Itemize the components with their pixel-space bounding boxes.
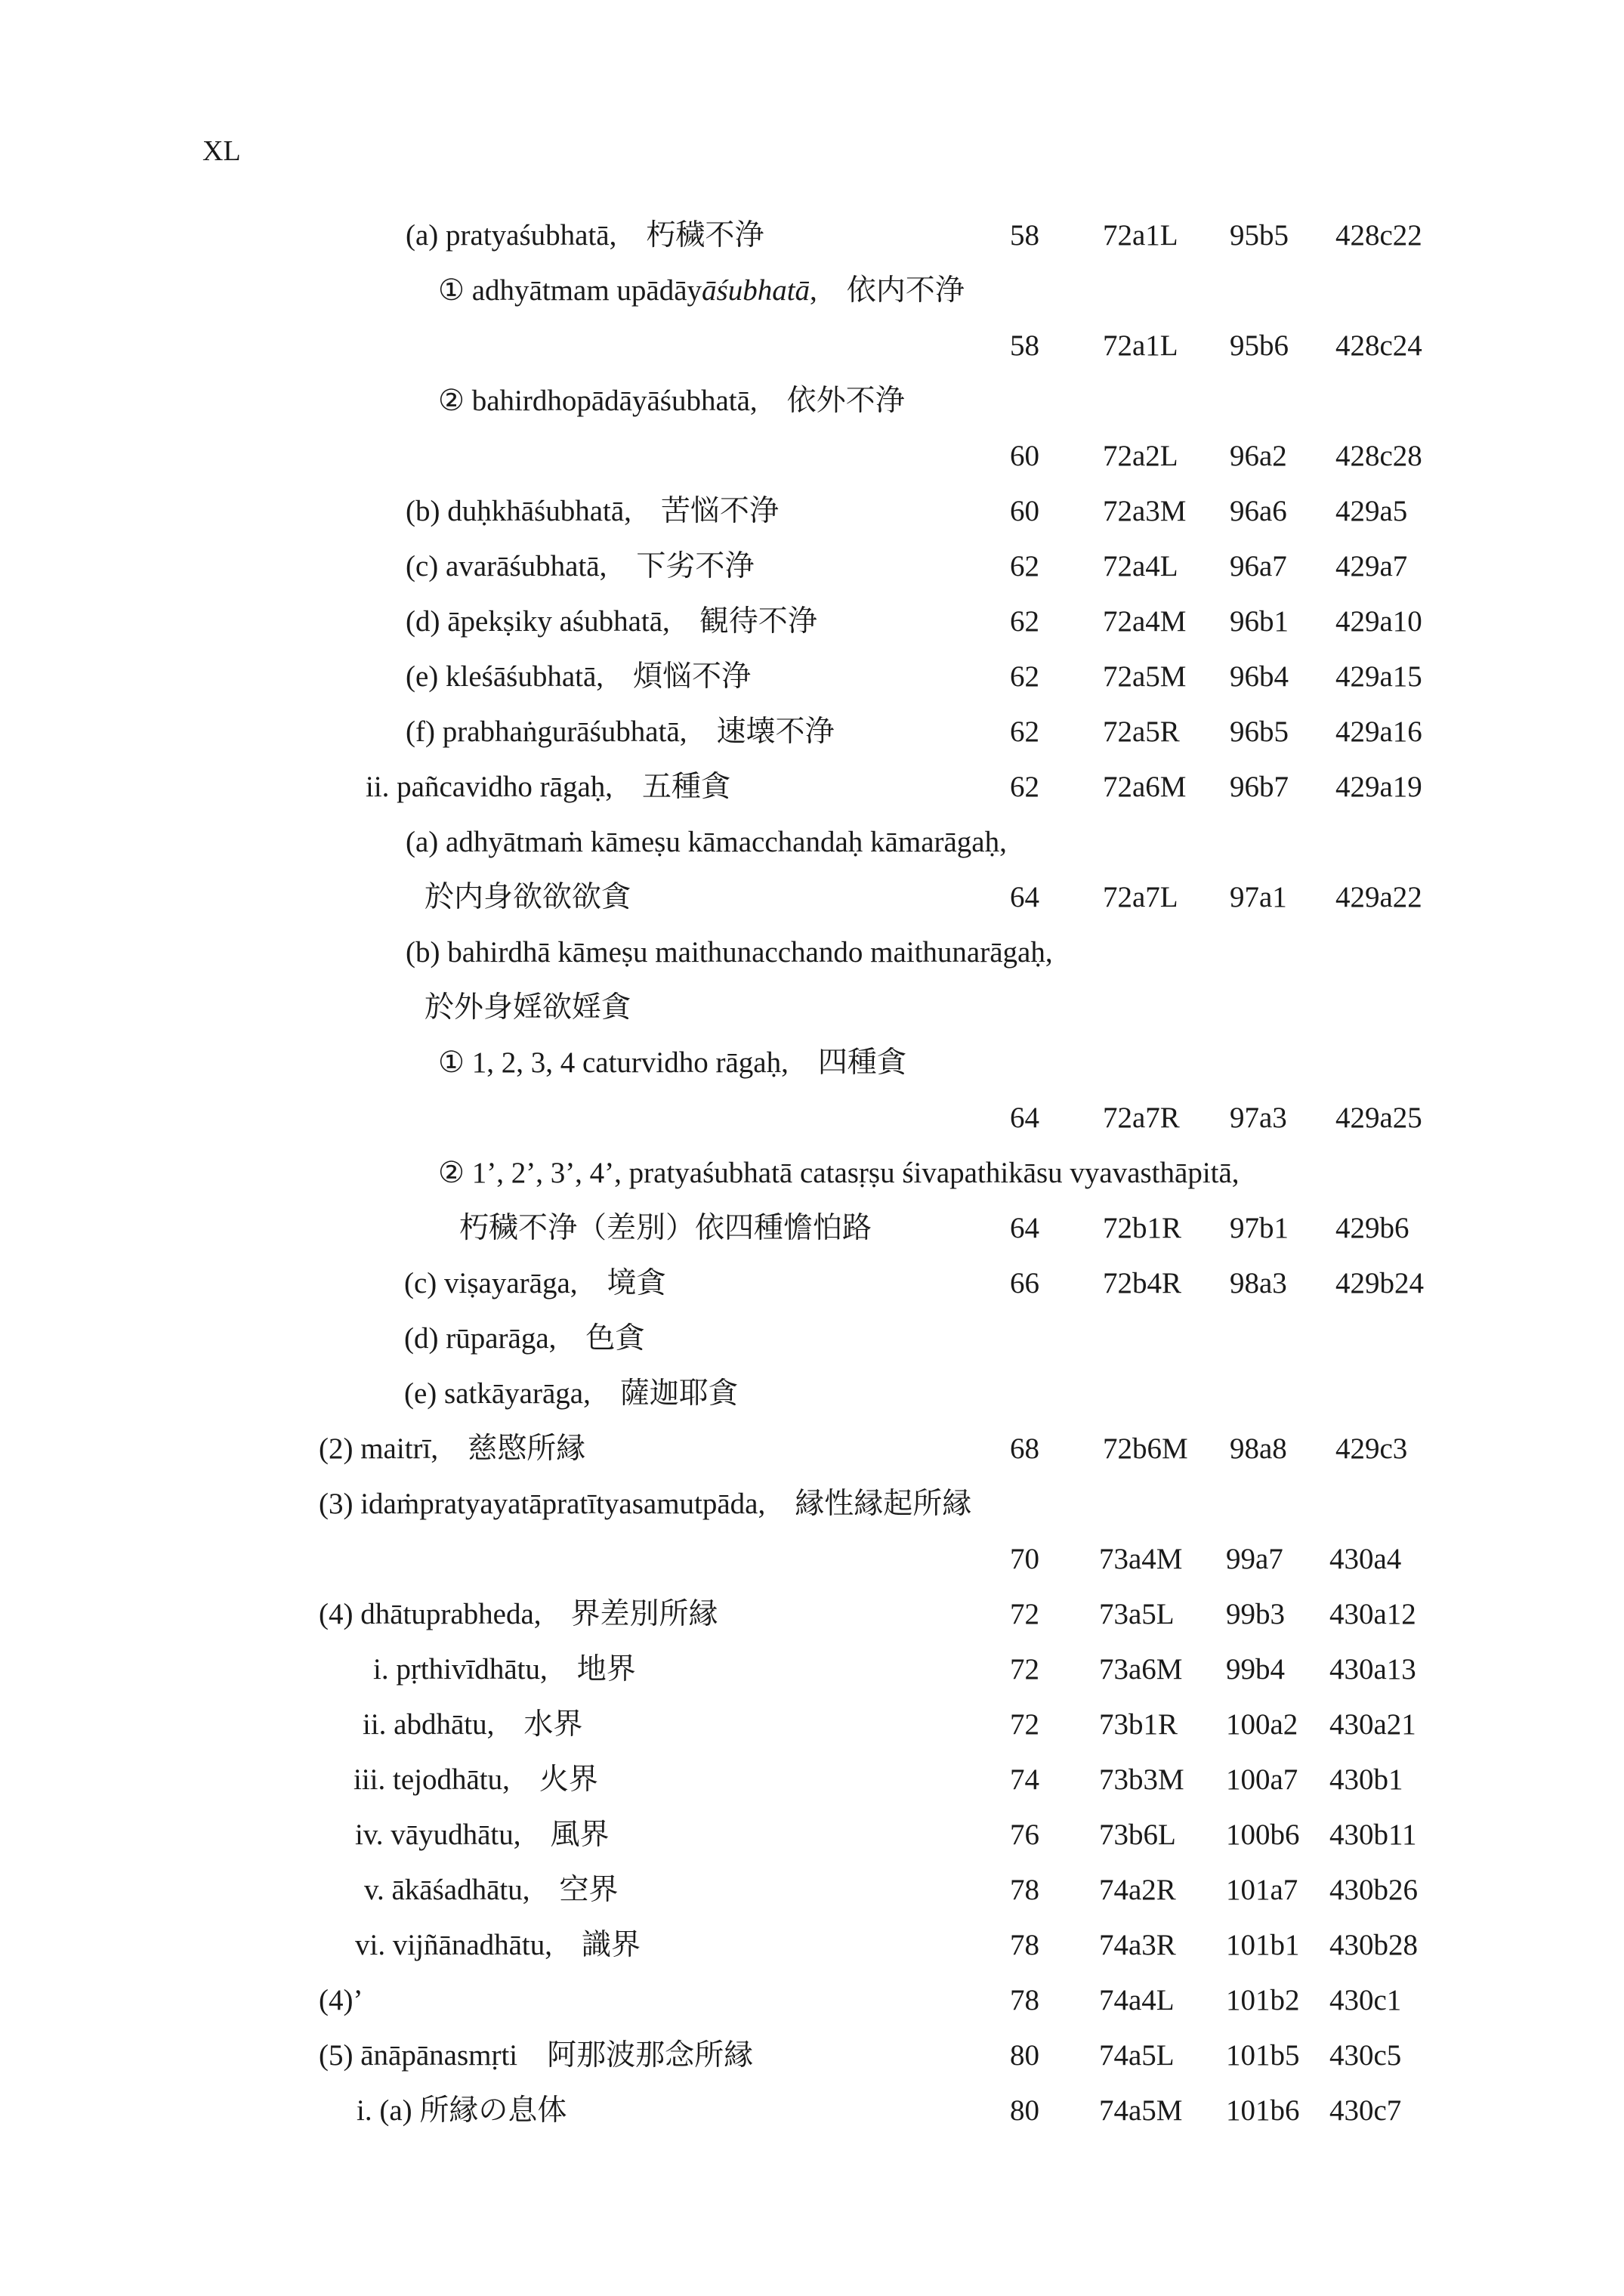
entry-label: i. (a) 所縁の息体 [357, 2094, 567, 2127]
entry-label: (4)’ [319, 1984, 363, 2016]
ref-d: 428c22 [1335, 219, 1422, 252]
ref-d: 429a25 [1335, 1102, 1422, 1134]
entry-label: v. ākāśadhātu, 空界 [364, 1874, 619, 1906]
page-ref: 64 [1010, 1102, 1039, 1134]
page-ref: 58 [1010, 219, 1039, 252]
ref-c: 97a1 [1230, 881, 1287, 913]
ref-b: 73b3M [1099, 1763, 1184, 1796]
toc-row [0, 1978, 1624, 2023]
toc-row [0, 1647, 1624, 1692]
toc-row [0, 1702, 1624, 1747]
entry-label: (4) dhātuprabheda, 界差別所縁 [319, 1598, 718, 1630]
entry-label: ii. pañcavidho rāgaḥ, 五種貪 [366, 771, 731, 803]
page-ref: 62 [1010, 660, 1039, 693]
toc-row [0, 1040, 1624, 1086]
ref-d: 429a16 [1335, 715, 1422, 748]
entry-label: vi. vijñānadhātu, 識界 [355, 1929, 641, 1961]
page-ref: 64 [1010, 881, 1039, 913]
ref-c: 97b1 [1230, 1212, 1289, 1244]
ref-c: 100a7 [1226, 1763, 1298, 1796]
ref-c: 98a8 [1230, 1432, 1287, 1465]
ref-d: 430a21 [1329, 1708, 1416, 1741]
ref-d: 430c5 [1329, 2039, 1402, 2072]
toc-row [0, 1812, 1624, 1858]
entry-label: (d) āpekṣiky aśubhatā, 観待不浄 [406, 605, 817, 638]
ref-b: 73a4M [1099, 1543, 1183, 1575]
ref-b: 73a5L [1099, 1598, 1175, 1630]
ref-d: 429c3 [1335, 1432, 1408, 1465]
toc-row [0, 875, 1624, 920]
page-ref: 78 [1010, 1984, 1039, 2016]
entry-label: (a) pratyaśubhatā, 朽穢不浄 [406, 219, 764, 252]
ref-b: 74a5M [1099, 2094, 1183, 2127]
ref-c: 101b5 [1226, 2039, 1300, 2072]
ref-d: 430b28 [1329, 1929, 1418, 1961]
ref-d: 430a13 [1329, 1653, 1416, 1686]
entry-label: iii. tejodhātu, 火界 [354, 1763, 598, 1796]
ref-c: 101a7 [1226, 1874, 1298, 1906]
page-ref: 78 [1010, 1874, 1039, 1906]
ref-d: 429a5 [1335, 495, 1408, 527]
entry-label: (a) adhyātmaṁ kāmeṣu kāmacchandaḥ kāmarāgaḥ, [406, 826, 1007, 858]
page-ref: 80 [1010, 2094, 1039, 2127]
entry-label: (5) ānāpānasmṛti 阿那波那念所縁 [319, 2039, 754, 2072]
ref-c: 95b5 [1230, 219, 1289, 252]
ref-b: 72a5M [1103, 660, 1187, 693]
entry-label: 朽穢不浄（差別）依四種憺怕路 [459, 1212, 872, 1244]
entry-label: ii. abdhātu, 水界 [363, 1708, 583, 1741]
ref-c: 96a7 [1230, 550, 1287, 582]
ref-b: 73a6M [1099, 1653, 1183, 1686]
ref-c: 100b6 [1226, 1819, 1300, 1851]
page-ref: 66 [1010, 1267, 1039, 1299]
ref-d: 429a15 [1335, 660, 1422, 693]
ref-b: 74a5L [1099, 2039, 1175, 2072]
ref-b: 72b1R [1103, 1212, 1182, 1244]
page-ref: 72 [1010, 1653, 1039, 1686]
ref-d: 430b1 [1329, 1763, 1403, 1796]
page-ref: 62 [1010, 715, 1039, 748]
entry-label: ① 1, 2, 3, 4 caturvidho rāgaḥ, 四種貪 [438, 1046, 906, 1079]
ref-d: 430b11 [1329, 1819, 1417, 1851]
ref-b: 73b6L [1099, 1819, 1176, 1851]
toc-row [0, 1868, 1624, 1913]
page-ref: 76 [1010, 1819, 1039, 1851]
ref-c: 101b1 [1226, 1929, 1300, 1961]
entry-label: 於内身欲欲欲貪 [425, 881, 631, 913]
toc-row [0, 213, 1624, 258]
ref-d: 430c7 [1329, 2094, 1402, 2127]
ref-b: 72a4L [1103, 550, 1178, 582]
ref-b: 72a6M [1103, 771, 1187, 803]
toc-row [0, 1426, 1624, 1472]
page-ref: 64 [1010, 1212, 1039, 1244]
ref-c: 96b1 [1230, 605, 1289, 638]
page-ref: 58 [1010, 329, 1039, 362]
toc-row [0, 985, 1624, 1031]
ref-d: 429a7 [1335, 550, 1408, 582]
entry-label: i. pṛthivīdhātu, 地界 [373, 1653, 636, 1686]
ref-c: 101b6 [1226, 2094, 1300, 2127]
ref-b: 72b6M [1103, 1432, 1188, 1465]
ref-c: 96b7 [1230, 771, 1289, 803]
toc-row [0, 379, 1624, 424]
entry-label: (d) rūparāga, 色貪 [404, 1322, 645, 1355]
page-ref: 68 [1010, 1432, 1039, 1465]
toc-row [0, 1923, 1624, 1968]
entry-label: (e) satkāyarāga, 薩迦耶貪 [404, 1377, 738, 1410]
ref-c: 96a2 [1230, 440, 1287, 472]
toc-row [0, 1371, 1624, 1417]
entry-label: (b) bahirdhā kāmeṣu maithunacchando maithunarāgaḥ, [406, 936, 1053, 969]
ref-c: 96b4 [1230, 660, 1289, 693]
entry-label: iv. vāyudhātu, 風界 [355, 1819, 610, 1851]
toc-row [0, 323, 1624, 369]
entry-label: (c) viṣayarāga, 境貪 [404, 1267, 666, 1299]
ref-b: 72a7R [1103, 1102, 1180, 1134]
entry-label: ① adhyātmam upādāyāśubhatā, 依内不浄 [438, 274, 965, 307]
ref-c: 95b6 [1230, 329, 1289, 362]
ref-c: 96a6 [1230, 495, 1287, 527]
ref-d: 429a19 [1335, 771, 1422, 803]
ref-d: 430c1 [1329, 1984, 1402, 2016]
ref-b: 74a4L [1099, 1984, 1175, 2016]
entry-label: ② 1’, 2’, 3’, 4’, pratyaśubhatā catasṛṣu śivapathikāsu vyavasthāpitā, [438, 1157, 1240, 1189]
page-ref: 80 [1010, 2039, 1039, 2072]
ref-d: 429b24 [1335, 1267, 1424, 1299]
page-number: XL [202, 135, 241, 167]
page-ref: 72 [1010, 1708, 1039, 1741]
page-ref: 70 [1010, 1543, 1039, 1575]
page-ref: 74 [1010, 1763, 1039, 1796]
toc-row [0, 1206, 1624, 1251]
ref-b: 72a4M [1103, 605, 1187, 638]
ref-b: 74a2R [1099, 1874, 1176, 1906]
ref-b: 72a2L [1103, 440, 1178, 472]
ref-d: 430a12 [1329, 1598, 1416, 1630]
ref-c: 100a2 [1226, 1708, 1298, 1741]
toc-row [0, 1095, 1624, 1141]
toc-row [0, 1482, 1624, 1527]
entry-label: ② bahirdhopādāyāśubhatā, 依外不浄 [438, 385, 905, 417]
page-ref: 62 [1010, 605, 1039, 638]
ref-b: 72b4R [1103, 1267, 1182, 1299]
ref-d: 429b6 [1335, 1212, 1409, 1244]
toc-row [0, 709, 1624, 755]
ref-c: 96b5 [1230, 715, 1289, 748]
ref-b: 72a1L [1103, 219, 1178, 252]
ref-d: 428c28 [1335, 440, 1422, 472]
ref-c: 97a3 [1230, 1102, 1287, 1134]
ref-c: 98a3 [1230, 1267, 1287, 1299]
ref-b: 72a3M [1103, 495, 1187, 527]
page-ref: 62 [1010, 771, 1039, 803]
entry-label: (2) maitrī, 慈愍所縁 [319, 1432, 586, 1465]
toc-row [0, 1316, 1624, 1361]
toc-row [0, 489, 1624, 534]
ref-d: 429a22 [1335, 881, 1422, 913]
toc-row [0, 1261, 1624, 1306]
ref-d: 428c24 [1335, 329, 1422, 362]
toc-row [0, 268, 1624, 314]
toc-row [0, 544, 1624, 589]
entry-label: (f) prabhaṅgurāśubhatā, 速壊不浄 [406, 715, 835, 748]
toc-row [0, 1757, 1624, 1803]
page-ref: 60 [1010, 440, 1039, 472]
toc-row [0, 434, 1624, 479]
ref-b: 73b1R [1099, 1708, 1178, 1741]
toc-row [0, 1151, 1624, 1196]
toc-row [0, 1592, 1624, 1637]
entry-label: (e) kleśāśubhatā, 煩悩不浄 [406, 660, 752, 693]
page-ref: 62 [1010, 550, 1039, 582]
ref-c: 99b3 [1226, 1598, 1285, 1630]
ref-c: 99a7 [1226, 1543, 1283, 1575]
entry-label: (3) idaṁpratyayatāpratītyasamutpāda, 縁性縁起所縁 [319, 1488, 972, 1520]
ref-b: 74a3R [1099, 1929, 1176, 1961]
entry-label: (c) avarāśubhatā, 下劣不浄 [406, 550, 755, 582]
toc-row [0, 2033, 1624, 2078]
toc-row [0, 599, 1624, 644]
entry-label: 於外身婬欲婬貪 [425, 991, 631, 1024]
ref-c: 99b4 [1226, 1653, 1285, 1686]
ref-d: 430b26 [1329, 1874, 1418, 1906]
ref-b: 72a1L [1103, 329, 1178, 362]
toc-row [0, 930, 1624, 975]
toc-row [0, 765, 1624, 810]
page-ref: 60 [1010, 495, 1039, 527]
entry-label: (b) duḥkhāśubhatā, 苦悩不浄 [406, 495, 779, 527]
toc-row [0, 2088, 1624, 2134]
toc-row [0, 654, 1624, 700]
toc-row [0, 820, 1624, 865]
toc-row [0, 1537, 1624, 1582]
page-ref: 72 [1010, 1598, 1039, 1630]
ref-c: 101b2 [1226, 1984, 1300, 2016]
ref-d: 430a4 [1329, 1543, 1402, 1575]
page-ref: 78 [1010, 1929, 1039, 1961]
ref-d: 429a10 [1335, 605, 1422, 638]
ref-b: 72a5R [1103, 715, 1180, 748]
ref-b: 72a7L [1103, 881, 1178, 913]
